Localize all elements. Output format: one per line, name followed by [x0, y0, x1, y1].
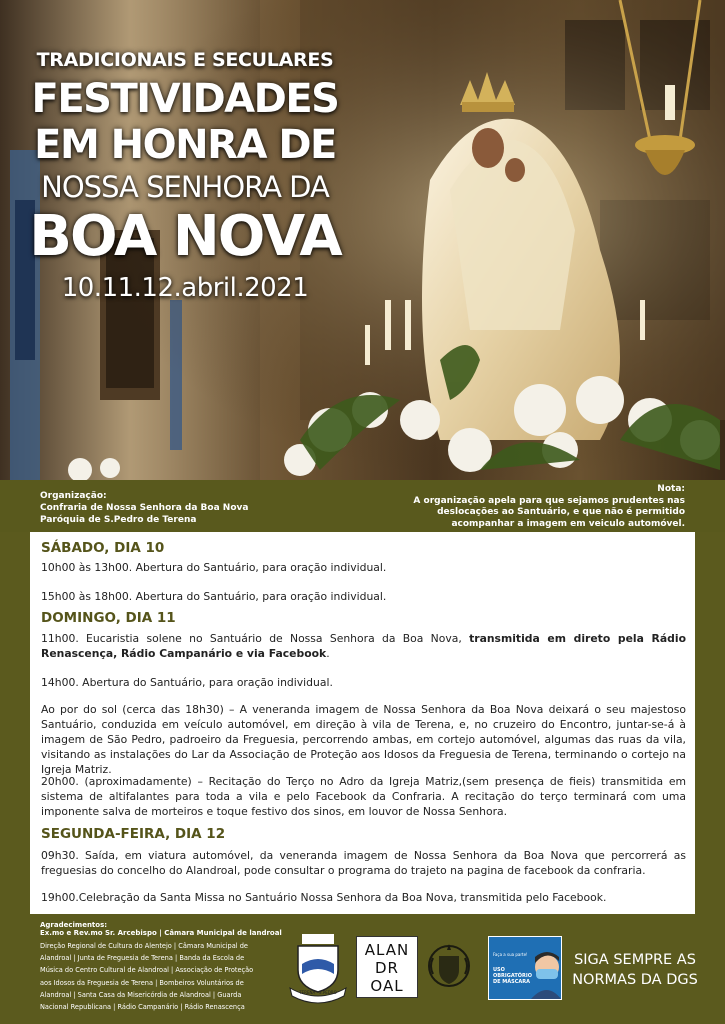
terena-ribbon-text: TERENA · S.PEDRO: [299, 990, 337, 995]
organization-line-1: Confraria de Nossa Senhora da Boa Nova: [40, 503, 249, 513]
sunday-entry-1: [41, 631, 686, 661]
alandroal-logo-line-3: OAL: [370, 977, 404, 995]
sunday-entry-1-broadcast: transmitida em direto pela Rádio Renascença, Rádio Campanário e via Facebook: [41, 632, 686, 660]
monday-heading: SEGUNDA-FEIRA, DIA 12: [41, 826, 226, 842]
sunday-entry-1-text: 11h00. Eucaristia solene no Santuário de Nossa Senhora da Boa Nova,: [41, 632, 470, 645]
title-line-2: FESTIVIDADES: [31, 76, 339, 122]
monday-entry-2: 19h00.Celebração da Santa Missa no Santuário Nossa Senhora da Boa Nova, transmitida pelo Facebook.: [41, 891, 607, 904]
mask-line-2: OBRIGATÓRIO: [493, 973, 532, 979]
note-line-3: acompanhar a imagem em veiculo automóvel.: [451, 518, 685, 529]
mask-mandatory-sign: [488, 936, 562, 1000]
festival-title: [0, 44, 370, 308]
dgs-notice: [570, 950, 700, 990]
title-line-5: BOA NOVA: [29, 204, 341, 269]
saturday-heading: SÁBADO, DIA 10: [41, 540, 165, 556]
title-line-1: TRADICIONAIS E SECULARES: [36, 49, 334, 71]
sunday-entry-3: Ao por do sol (cerca das 18h30) – A veneranda imagem de Nossa Senhora da Boa Nova deixará o seu majestoso Santuário, conduzida em veículo automóvel, em direção à vila de Terena, e, no cruzeiro do Encontro, juntar-se-á à imagem de São Pedro, padroeiro da Freguesia, percorrendo ambas, em cortejo automóvel, algumas das ruas da vila, visitando as instalações do Lar da Associação de Proteção aos Idosos da Freguesia de Terena, terminando o cortejo na Igreja Matriz.: [41, 703, 686, 776]
footer: [0, 914, 725, 1024]
dgs-line-2: NORMAS DA DGS: [572, 972, 698, 988]
program-panel: [30, 532, 695, 914]
title-line-4: NOSSA SENHORA DA: [41, 170, 329, 204]
alandroal-logo-line-1: ALAN: [364, 941, 410, 959]
acknowledgements-list: Direção Regional de Cultura do Alentejo | Câmara Municipal de Alandroal | Junta de Freguesia de Terena | Banda da Escola de Música do Centro Cultural de Alandroal | Associação de Proteção aos Idosos da Freguesia de Terena | Bombeiros Voluntários de Alandroal | Santa Casa da Misericórdia de Alandroal | Guarda Nacional Republicana | Rádio Campanário | Rádio Renascença: [40, 942, 254, 1012]
note-info: [413, 484, 685, 530]
saturday-entry-2: 15h00 às 18h00. Abertura do Santuário, para oração individual.: [41, 590, 387, 603]
sunday-entry-4: 20h00. (aproximadamente) – Recitação do Terço no Adro da Igreja Matriz,(sem presença de fieis) transmitida em sistema de altifalantes para toda a vila e pelo Facebook da Confraria. A recitação do terço terminará com uma imponente salva de morteiros e toque festivo dos sinos, em louvor de Nossa Senhora.: [41, 775, 686, 818]
organization-label: Organização:: [40, 491, 107, 501]
acknowledgements-title: Agradecimentos:: [40, 921, 108, 929]
organization-bar: [0, 480, 725, 532]
alandroal-logo: [356, 936, 418, 998]
organization-info: [40, 490, 248, 526]
dgs-line-1: SIGA SEMPRE AS: [574, 952, 696, 968]
mask-line-3: DE MÁSCARA: [493, 979, 531, 985]
sunday-entry-2: 14h00. Abertura do Santuário, para oração individual.: [41, 676, 333, 689]
organization-line-2: Paróquia de S.Pedro de Terena: [40, 515, 197, 525]
title-line-3: EM HONRA DE: [34, 122, 336, 168]
confraria-emblem-logo: [425, 940, 473, 994]
masked-face-icon: [527, 947, 561, 999]
alandroal-logo-line-2: DR: [375, 959, 399, 977]
mask-line-1: USO: [493, 967, 505, 973]
note-line-2: deslocações ao Santuário, e que não é permitido: [437, 507, 685, 517]
mask-top-text: Faça a sua parte!: [493, 952, 528, 957]
sunday-entry-1-end: .: [326, 647, 330, 660]
festival-date: 10.11.12.abril.2021: [61, 273, 309, 303]
hero-photo: [0, 0, 725, 480]
monday-entry-1: 09h30. Saída, em viatura automóvel, da veneranda imagem de Nossa Senhora da Boa Nova que percorrerá as freguesias do concelho do Alandroal, pode consultar o programa do trajeto na pagina de facebook da confraria.: [41, 849, 686, 877]
note-label: Nota:: [657, 484, 685, 494]
acknowledgements-main: Ex.mo e Rev.mo Sr. Arcebispo | Câmara Municipal de landroal: [40, 929, 282, 937]
saturday-entry-1: 10h00 às 13h00. Abertura do Santuário, para oração individual.: [41, 561, 387, 574]
sunday-heading: DOMINGO, DIA 11: [41, 610, 176, 626]
note-line-1: A organização apela para que sejamos prudentes nas: [413, 495, 685, 506]
terena-coat-of-arms-logo: [288, 934, 348, 1004]
